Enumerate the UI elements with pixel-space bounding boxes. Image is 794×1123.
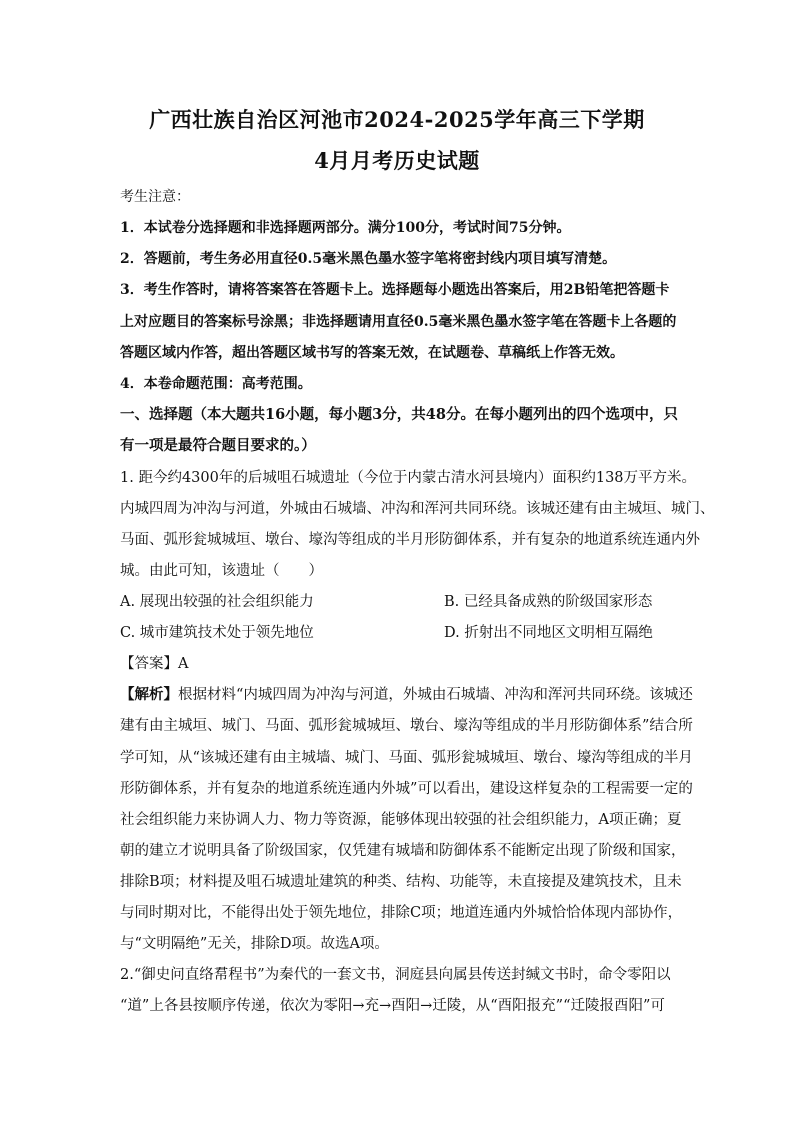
question-1-stem-line4: 城。由此可知，该遗址（ ） xyxy=(120,563,323,579)
notice-item-3: 3．考生作答时，请将答案答在答题卡上。选择题每小题选出答案后，用2B铅笔把答题卡 xyxy=(120,282,670,298)
notice-item-3-cont2: 答题区域内作答，超出答题区域书写的答案无效，在试题卷、草稿纸上作答无效。 xyxy=(120,345,624,361)
question-1-analysis-line6: 朝的建立才说明具备了阶级国家，仅凭建有城墙和防御体系不能断定出现了阶级和国家， xyxy=(120,843,686,859)
question-1-stem-line3: 马面、弧形瓮城城垣、墩台、壕沟等组成的半月形防御体系，并有复杂的地道系统连通内外 xyxy=(120,532,700,548)
question-1-analysis-line8: 与同时期对比，不能得出处于领先地位，排除C项；地道连通内外城恰恰体现内部协作， xyxy=(120,905,683,921)
analysis-label: 【解析】 xyxy=(120,686,178,703)
question-1-analysis-line7: 排除B项；材料提及咀石城遗址建筑的种类、结构、功能等，未直接提及建筑技术，且未 xyxy=(120,874,682,890)
question-1-analysis-line2: 建有由主城垣、城门、马面、弧形瓮城城垣、墩台、壕沟等组成的半月形防御体系”结合所 xyxy=(120,718,693,734)
question-1-stem-line2: 内城四周为冲沟与河道，外城由石城墙、冲沟和浑河共同环绕。该城还建有由主城垣、城门、 xyxy=(120,501,715,517)
question-1-option-a: A. 展现出较强的社会组织能力 xyxy=(120,594,314,610)
question-1-analysis-line5: 社会组织能力来协调人力、物力等资源，能够体现出较强的社会组织能力，A项正确；夏 xyxy=(120,812,682,828)
exam-title-line2: 4月月考历史试题 xyxy=(314,148,480,173)
analysis-text: 根据材料“内城四周为冲沟与河道，外城由石城墙、冲沟和浑河共同环绕。该城还 xyxy=(178,687,693,703)
question-2-stem-line1: 2.“御史问直络帬程书”为秦代的一套文书，洞庭县向属县传送封缄文书时，命令零阳以 xyxy=(120,967,671,983)
notice-heading: 考生注意： xyxy=(120,189,190,205)
question-1-analysis-line3: 学可知，从“该城还建有由主城墙、城门、马面、弧形瓮城城垣、墩台、壕沟等组成的半月 xyxy=(120,750,693,766)
exam-title-line1: 广西壮族自治区河池市2024-2025学年高三下学期 xyxy=(149,107,645,132)
question-1-stem-line1: 1. 距今约4300年的后城咀石城遗址（今位于内蒙古清水河县境内）面积约138万平方米。 xyxy=(120,470,697,486)
notice-item-1: 1．本试卷分选择题和非选择题两部分。满分100分，考试时间75分钟。 xyxy=(120,220,571,236)
notice-item-2: 2．答题前，考生务必用直径0.5毫米黑色墨水签字笔将密封线内项目填写清楚。 xyxy=(120,251,617,267)
question-1-option-c: C. 城市建筑技术处于领先地位 xyxy=(120,625,314,641)
notice-item-4: 4．本卷命题范围：高考范围。 xyxy=(120,376,312,392)
question-2-stem-line2: “道”上各县按顺序传递，依次为零阳→充→酉阳→迁陵，从“酉阳报充”“迁陵报酉阳”可 xyxy=(120,998,665,1014)
question-1-answer: 【答案】A xyxy=(120,656,189,672)
question-1-analysis-line1 xyxy=(120,685,693,705)
section-heading: 一、选择题（本大题共16小题，每小题3分，共48分。在每小题列出的四个选项中，只 xyxy=(120,406,678,423)
question-1-option-d: D. 折射出不同地区文明相互隔绝 xyxy=(444,625,653,641)
question-1-option-b: B. 已经具备成熟的阶级国家形态 xyxy=(444,594,653,610)
section-heading-cont: 有一项是最符合题目要求的。） xyxy=(120,437,316,454)
question-1-analysis-line4: 形防御体系，并有复杂的地道系统连通内外城”可以看出，建设这样复杂的工程需要一定的 xyxy=(120,781,693,797)
question-1-analysis-line9: 与“文明隔绝”无关，排除D项。故选A项。 xyxy=(120,936,389,952)
notice-item-3-cont1: 上对应题目的答案标号涂黑；非选择题请用直径0.5毫米黑色墨水签字笔在答题卡上各题的 xyxy=(120,314,677,330)
